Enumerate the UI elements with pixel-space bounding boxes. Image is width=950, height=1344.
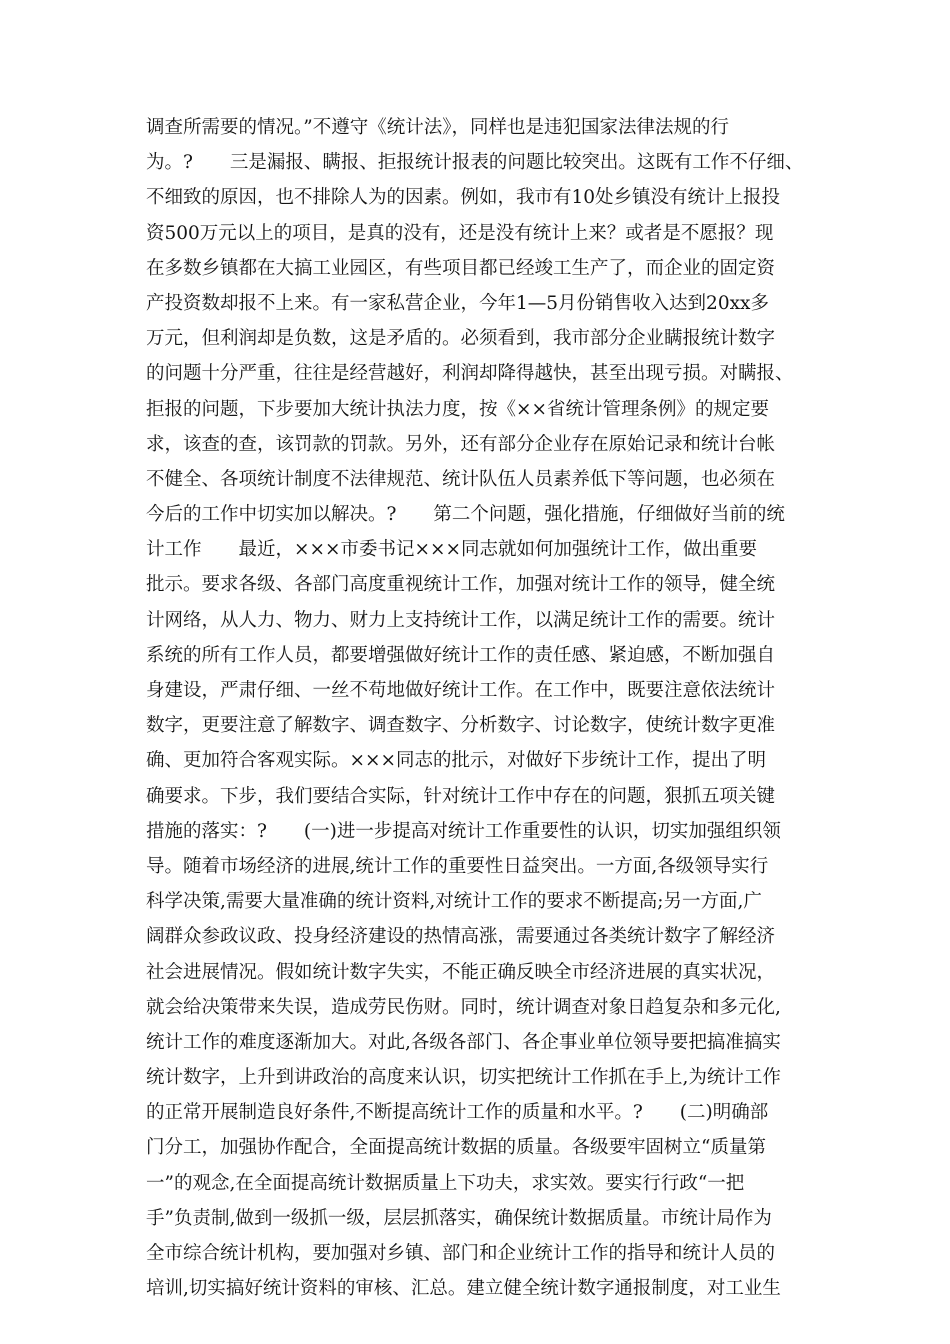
text-line: 阔群众参政议政、投身经济建设的热情高涨，需要通过各类统计数字了解经济 — [146, 926, 776, 948]
text-line: 不健全、各项统计制度不法律规范、统计队伍人员素养低下等问题，也必须在 — [146, 468, 776, 490]
text-line: 数字，更要注意了解数字、调查数字、分析数字、讨论数字，使统计数字更准 — [146, 715, 776, 737]
text-line: 一”的观念,在全面提高统计数据质量上下功夫，求实效。要实行行政“一把 — [146, 1172, 745, 1194]
text-line: 统计数字，上升到讲政治的高度来认识，切实把统计工作抓在手上,为统计工作 — [146, 1067, 781, 1089]
text-line: 导。随着市场经济的进展,统计工作的重要性日益突出。一方面,各级领导实行 — [146, 855, 769, 877]
text-line: 调查所需要的情况。”不遵守《统计法》，同样也是违犯国家法律法规的行 — [146, 117, 729, 138]
text-line: 产投资数却报不上来。有一家私营企业，今年1—5月份销售收入达到20xx多 — [146, 292, 769, 314]
text-line: 不细致的原因，也不排除人为的因素。例如，我市有10处乡镇没有统计上报投 — [146, 187, 781, 209]
text-line: 确要求。下步，我们要结合实际，针对统计工作中存在的问题，狠抓五项关键 — [146, 785, 776, 807]
text-line: 的问题十分严重，往往是经营越好，利润却降得越快，甚至出现亏损。对瞒报、 — [146, 363, 794, 385]
text-line: 系统的所有工作人员，都要增强做好统计工作的责任感、紧迫感，不断加强自 — [146, 644, 776, 666]
text-line: 的正常开展制造良好条件,不断提高统计工作的质量和水平。? (二)明确部 — [146, 1102, 769, 1124]
text-line: 万元，但利润却是负数，这是矛盾的。必须看到，我市部分企业瞒报统计数字 — [146, 328, 776, 350]
text-line: 社会进展情况。假如统计数字失实，不能正确反映全市经济进展的真实状况， — [146, 961, 776, 983]
text-line: 确、更加符合客观实际。×××同志的批示，对做好下步统计工作，提出了明 — [146, 750, 767, 772]
text-line: 科学决策,需要大量准确的统计资料,对统计工作的要求不断提高;另一方面,广 — [146, 891, 762, 913]
text-line: 门分工，加强协作配合，全面提高统计数据的质量。各级要牢固树立“质量第 — [146, 1137, 766, 1159]
text-line: 批示。要求各级、各部门高度重视统计工作，加强对统计工作的领导，健全统 — [146, 574, 776, 596]
text-line: 手”负责制,做到一级抓一级，层层抓落实，确保统计数据质量。市统计局作为 — [146, 1207, 772, 1229]
text-line: 在多数乡镇都在大搞工业园区，有些项目都已经竣工生产了，而企业的固定资 — [146, 257, 776, 279]
text-line: 计网络，从人力、物力、财力上支持统计工作，以满足统计工作的需要。统计 — [146, 609, 776, 631]
text-line: 就会给决策带来失误，造成劳民伤财。同时，统计调查对象日趋复杂和多元化, — [146, 996, 781, 1018]
text-line: 今后的工作中切实加以解决。? 第二个问题，强化措施，仔细做好当前的统 — [146, 504, 785, 526]
text-line: 培训,切实搞好统计资料的审核、汇总。建立健全统计数字通报制度，对工业生 — [146, 1278, 781, 1300]
body-text — [146, 110, 836, 1306]
text-line: 身建设，严肃仔细、一丝不苟地做好统计工作。在工作中，既要注意依法统计 — [146, 680, 776, 701]
text-line: 拒报的问题，下步要加大统计执法力度，按《××省统计管理条例》的规定要 — [146, 398, 770, 420]
text-line: 措施的落实：? (一)进一步提高对统计工作重要性的认识，切实加强组织领 — [146, 820, 781, 842]
text-line: 求，该查的查，该罚款的罚款。另外，还有部分企业存在原始记录和统计台帐 — [146, 433, 776, 455]
text-line: 计工作 最近，×××市委书记×××同志就如何加强统计工作，做出重要 — [146, 539, 758, 561]
text-line: 为。? 三是漏报、瞒报、拒报统计报表的问题比较突出。这既有工作不仔细、 — [146, 152, 804, 174]
text-line: 全市综合统计机构，要加强对乡镇、部门和企业统计工作的指导和统计人员的 — [146, 1243, 776, 1264]
text-line: 统计工作的难度逐渐加大。对此,各级各部门、各企事业单位领导要把搞准搞实 — [146, 1031, 781, 1053]
text-line: 资500万元以上的项目，是真的没有，还是没有统计上来？或者是不愿报？现 — [146, 222, 774, 244]
